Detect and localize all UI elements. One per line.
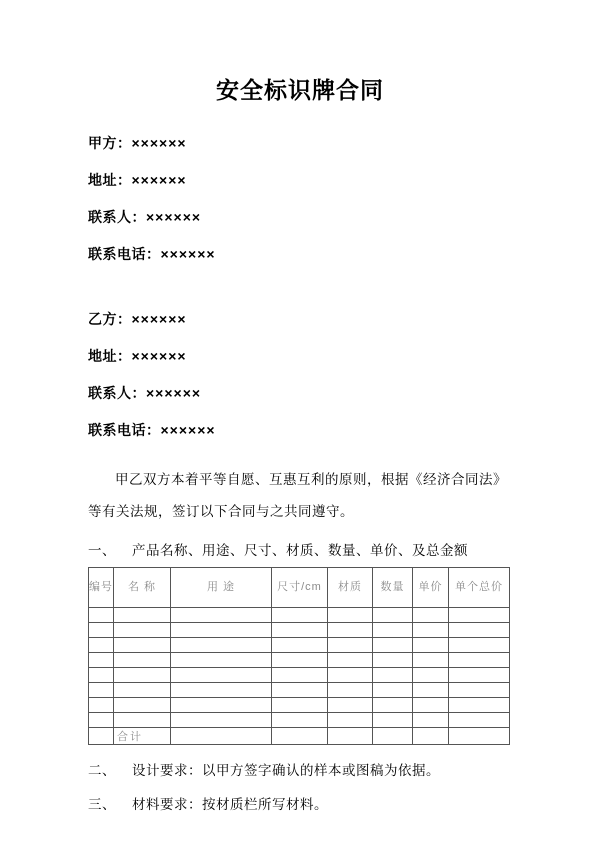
table-total-label: 合计 bbox=[114, 727, 171, 744]
party-divider-gap bbox=[88, 281, 512, 309]
party-b-name-value: ×××××× bbox=[131, 311, 187, 327]
party-b-contact-label: 联系人： bbox=[88, 385, 146, 401]
clause-2-text: 设计要求：以甲方签字确认的样本或图稿为依据。 bbox=[132, 762, 440, 778]
party-a-address-line bbox=[88, 170, 512, 190]
header-material: 材质 bbox=[328, 567, 373, 607]
header-name: 名 称 bbox=[114, 567, 171, 607]
preamble-paragraph: 甲乙双方本着平等自愿、互惠互利的原则，根据《经济合同法》等有关法规，签订以下合同与之共同遵守。 bbox=[88, 472, 507, 520]
table-row bbox=[89, 697, 510, 712]
table-row bbox=[89, 607, 510, 622]
table-row bbox=[89, 682, 510, 697]
table-row bbox=[89, 622, 510, 637]
party-a-name-line bbox=[88, 133, 512, 153]
header-item-total: 单个总价 bbox=[449, 567, 510, 607]
table-row bbox=[89, 667, 510, 682]
clause-3-number: 三、 bbox=[88, 796, 116, 812]
party-a-contact-line bbox=[88, 207, 512, 227]
clause-3-text: 材料要求：按材质栏所写材料。 bbox=[132, 796, 328, 812]
party-a-phone-label: 联系电话： bbox=[88, 246, 161, 262]
party-a-contact-value: ×××××× bbox=[146, 209, 202, 225]
party-b-phone-label: 联系电话： bbox=[88, 422, 161, 438]
clause-1-text: 产品名称、用途、尺寸、材质、数量、单价、及总金额 bbox=[132, 542, 468, 558]
party-b-address-label: 地址： bbox=[88, 348, 132, 364]
items-table bbox=[88, 567, 510, 745]
party-a-name-label: 甲方： bbox=[88, 135, 132, 151]
header-size: 尺寸/cm bbox=[272, 567, 328, 607]
header-number: 编号 bbox=[89, 567, 114, 607]
header-unit-price: 单价 bbox=[413, 567, 449, 607]
header-use: 用 途 bbox=[171, 567, 272, 607]
party-b-name-label: 乙方： bbox=[88, 311, 132, 327]
table-row bbox=[89, 712, 510, 727]
clause-2-number: 二、 bbox=[88, 762, 116, 778]
party-a-address-label: 地址： bbox=[88, 172, 132, 188]
party-b-contact-value: ×××××× bbox=[146, 385, 202, 401]
header-quantity: 数量 bbox=[373, 567, 413, 607]
party-b-phone-line bbox=[88, 420, 512, 440]
party-a-name-value: ×××××× bbox=[131, 135, 187, 151]
party-b-contact-line bbox=[88, 383, 512, 403]
table-header-row bbox=[89, 567, 510, 607]
clause-2 bbox=[88, 759, 512, 779]
party-a-phone-value: ×××××× bbox=[160, 246, 216, 262]
party-a-phone-line bbox=[88, 244, 512, 264]
clause-3 bbox=[88, 793, 512, 813]
table-row bbox=[89, 652, 510, 667]
table-total-row bbox=[89, 727, 510, 744]
table-row bbox=[89, 637, 510, 652]
clause-1 bbox=[88, 539, 512, 559]
party-b-address-value: ×××××× bbox=[131, 348, 187, 364]
party-b-phone-value: ×××××× bbox=[160, 422, 216, 438]
party-b-address-line bbox=[88, 346, 512, 366]
page-title: 安全标识牌合同 bbox=[216, 77, 384, 103]
party-a-contact-label: 联系人： bbox=[88, 209, 146, 225]
party-b-name-line bbox=[88, 309, 512, 329]
clause-1-number: 一、 bbox=[88, 542, 116, 558]
party-a-address-value: ×××××× bbox=[131, 172, 187, 188]
bottom-clauses bbox=[88, 759, 512, 813]
